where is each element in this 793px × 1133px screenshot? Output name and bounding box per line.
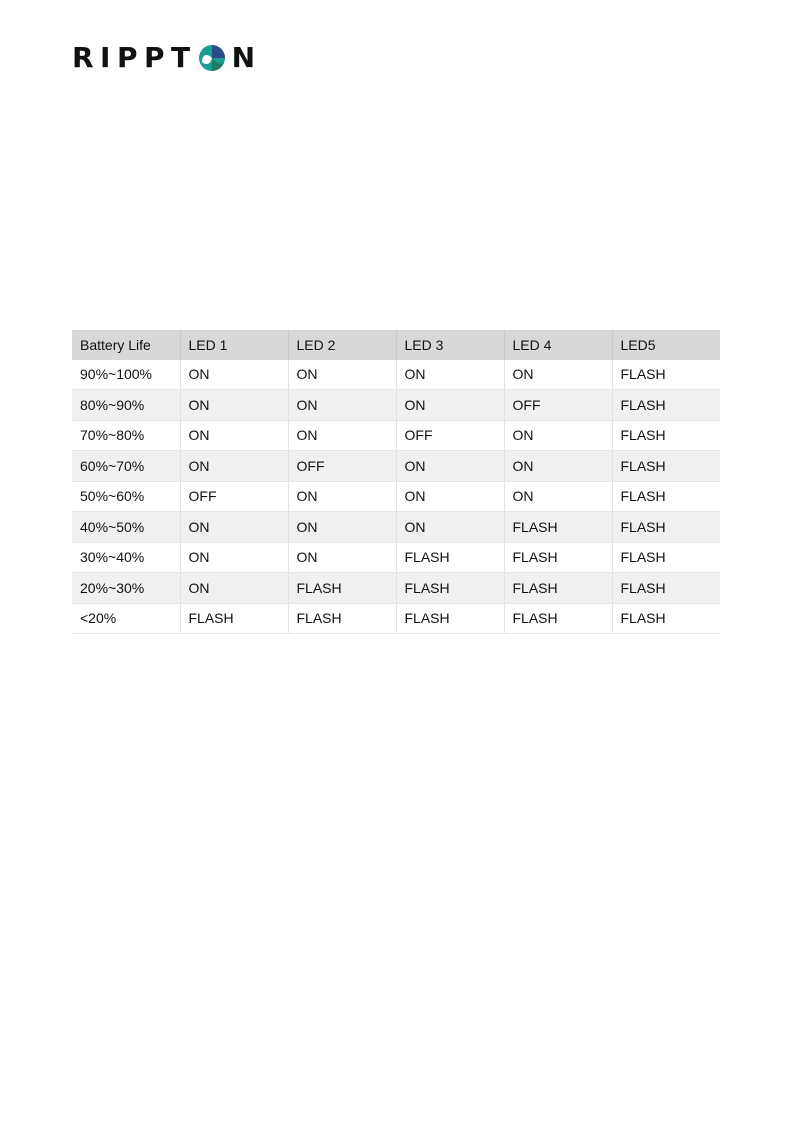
led-state-cell: ON <box>288 542 396 573</box>
table-row <box>72 542 720 573</box>
battery-range-cell: 60%~70% <box>72 451 180 482</box>
led-state-cell: ON <box>288 481 396 512</box>
led-state-cell: ON <box>288 512 396 543</box>
led-state-cell: FLASH <box>612 390 720 421</box>
led-state-cell: FLASH <box>396 603 504 634</box>
led-state-cell: ON <box>180 451 288 482</box>
battery-led-table <box>72 330 720 634</box>
column-header: LED5 <box>612 330 720 360</box>
led-state-cell: ON <box>504 451 612 482</box>
brand-logo <box>72 42 262 74</box>
led-state-cell: ON <box>180 420 288 451</box>
led-state-cell: ON <box>180 542 288 573</box>
table-row <box>72 603 720 634</box>
led-state-cell: FLASH <box>504 542 612 573</box>
led-state-cell: ON <box>288 390 396 421</box>
table-row <box>72 390 720 421</box>
led-state-cell: OFF <box>396 420 504 451</box>
led-state-cell: FLASH <box>612 603 720 634</box>
column-header: Battery Life <box>72 330 180 360</box>
led-state-cell: FLASH <box>396 573 504 604</box>
battery-range-cell: 20%~30% <box>72 573 180 604</box>
led-state-cell: ON <box>396 360 504 390</box>
led-state-cell: FLASH <box>288 603 396 634</box>
led-state-cell: ON <box>396 451 504 482</box>
brand-name-suffix: N <box>231 41 262 74</box>
table-row <box>72 573 720 604</box>
column-header: LED 4 <box>504 330 612 360</box>
led-state-cell: FLASH <box>396 542 504 573</box>
led-state-cell: ON <box>288 360 396 390</box>
battery-range-cell: 40%~50% <box>72 512 180 543</box>
led-state-cell: FLASH <box>504 603 612 634</box>
led-state-cell: FLASH <box>612 451 720 482</box>
led-state-cell: ON <box>180 360 288 390</box>
led-state-cell: FLASH <box>288 573 396 604</box>
brand-name-prefix: RIPPT <box>72 41 197 74</box>
led-state-cell: OFF <box>180 481 288 512</box>
led-state-cell: OFF <box>288 451 396 482</box>
column-header: LED 2 <box>288 330 396 360</box>
led-state-cell: ON <box>504 481 612 512</box>
led-state-cell: FLASH <box>612 512 720 543</box>
battery-range-cell: 80%~90% <box>72 390 180 421</box>
leaf-swirl-o-icon <box>198 44 226 72</box>
led-state-cell: FLASH <box>612 573 720 604</box>
led-state-cell: FLASH <box>180 603 288 634</box>
battery-range-cell: 30%~40% <box>72 542 180 573</box>
led-state-cell: ON <box>396 512 504 543</box>
led-state-cell: ON <box>504 360 612 390</box>
led-state-cell: ON <box>180 390 288 421</box>
column-header: LED 1 <box>180 330 288 360</box>
table-body <box>72 360 720 634</box>
table-row <box>72 451 720 482</box>
led-state-cell: FLASH <box>504 512 612 543</box>
table-row <box>72 360 720 390</box>
led-state-cell: FLASH <box>612 360 720 390</box>
led-state-cell: FLASH <box>612 420 720 451</box>
table-header-row <box>72 330 720 360</box>
led-state-cell: OFF <box>504 390 612 421</box>
column-header: LED 3 <box>396 330 504 360</box>
battery-range-cell: <20% <box>72 603 180 634</box>
table-row <box>72 481 720 512</box>
table-row <box>72 512 720 543</box>
led-state-cell: ON <box>396 481 504 512</box>
led-state-cell: FLASH <box>612 542 720 573</box>
led-state-cell: ON <box>504 420 612 451</box>
table-row <box>72 420 720 451</box>
battery-range-cell: 50%~60% <box>72 481 180 512</box>
led-state-cell: ON <box>180 573 288 604</box>
led-state-cell: ON <box>180 512 288 543</box>
led-state-cell: FLASH <box>612 481 720 512</box>
led-state-cell: FLASH <box>504 573 612 604</box>
led-state-cell: ON <box>288 420 396 451</box>
battery-range-cell: 70%~80% <box>72 420 180 451</box>
battery-range-cell: 90%~100% <box>72 360 180 390</box>
led-state-cell: ON <box>396 390 504 421</box>
